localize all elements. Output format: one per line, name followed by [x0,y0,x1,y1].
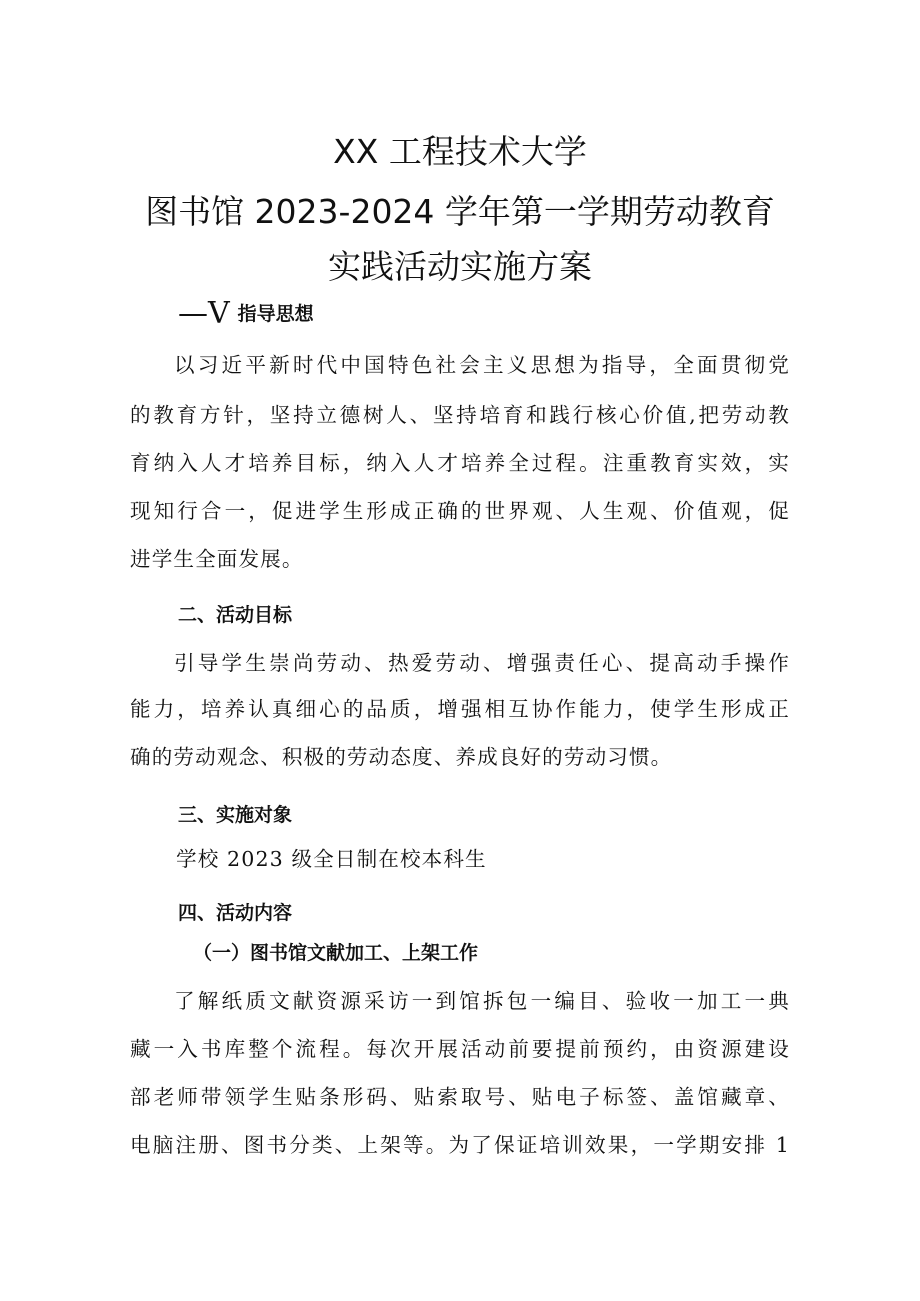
document-title-line-1: XX 工程技术大学 [333,132,587,171]
section-1-heading [178,296,314,332]
section-4-heading: 四、活动内容 [178,902,293,924]
paragraph-line: 引导学生崇尚劳动、热爱劳动、增强责任心、提高动手操作 [174,651,790,675]
section-4-subheading-1: （一）图书馆文献加工、上架工作 [193,942,479,964]
paragraph-line: 育纳入人才培养目标，纳入人才培养全过程。注重教育实效，实 [130,451,790,475]
section-3-heading: 三、实施对象 [178,804,293,826]
section-1-number: —V [178,296,230,331]
paragraph-line: 部老师带领学生贴条形码、贴索取号、贴电子标签、盖馆藏章、 [130,1085,790,1109]
paragraph-line: 的教育方针，坚持立德树人、坚持培育和践行核心价值,把劳动教 [130,403,790,427]
section-2-heading: 二、活动目标 [178,604,293,626]
document-title-line-3: 实践活动实施方案 [328,247,592,286]
paragraph-line: 现知行合一，促进学生形成正确的世界观、人生观、价值观，促 [130,499,790,523]
paragraph-line: 能力，培养认真细心的品质，增强相互协作能力，使学生形成正 [130,697,790,721]
paragraph-line: 电脑注册、图书分类、上架等。为了保证培训效果，一学期安排 1 [130,1133,790,1157]
paragraph-line: 藏一入书库整个流程。每次开展活动前要提前预约，由资源建设 [130,1037,790,1061]
paragraph-line: 了解纸质文献资源采访一到馆拆包一编目、验收一加工一典 [174,989,790,1013]
paragraph-line: 确的劳动观念、积极的劳动态度、养成良好的劳动习惯。 [130,745,673,769]
section-1-title: 指导思想 [237,303,314,325]
document-title-line-2: 图书馆 2023-2024 学年第一学期劳动教育 [145,192,775,231]
paragraph-line: 学校 2023 级全日制在校本科生 [176,847,487,871]
paragraph-line: 进学生全面发展。 [130,547,304,571]
paragraph-line: 以习近平新时代中国特色社会主义思想为指导，全面贯彻党 [174,353,790,377]
